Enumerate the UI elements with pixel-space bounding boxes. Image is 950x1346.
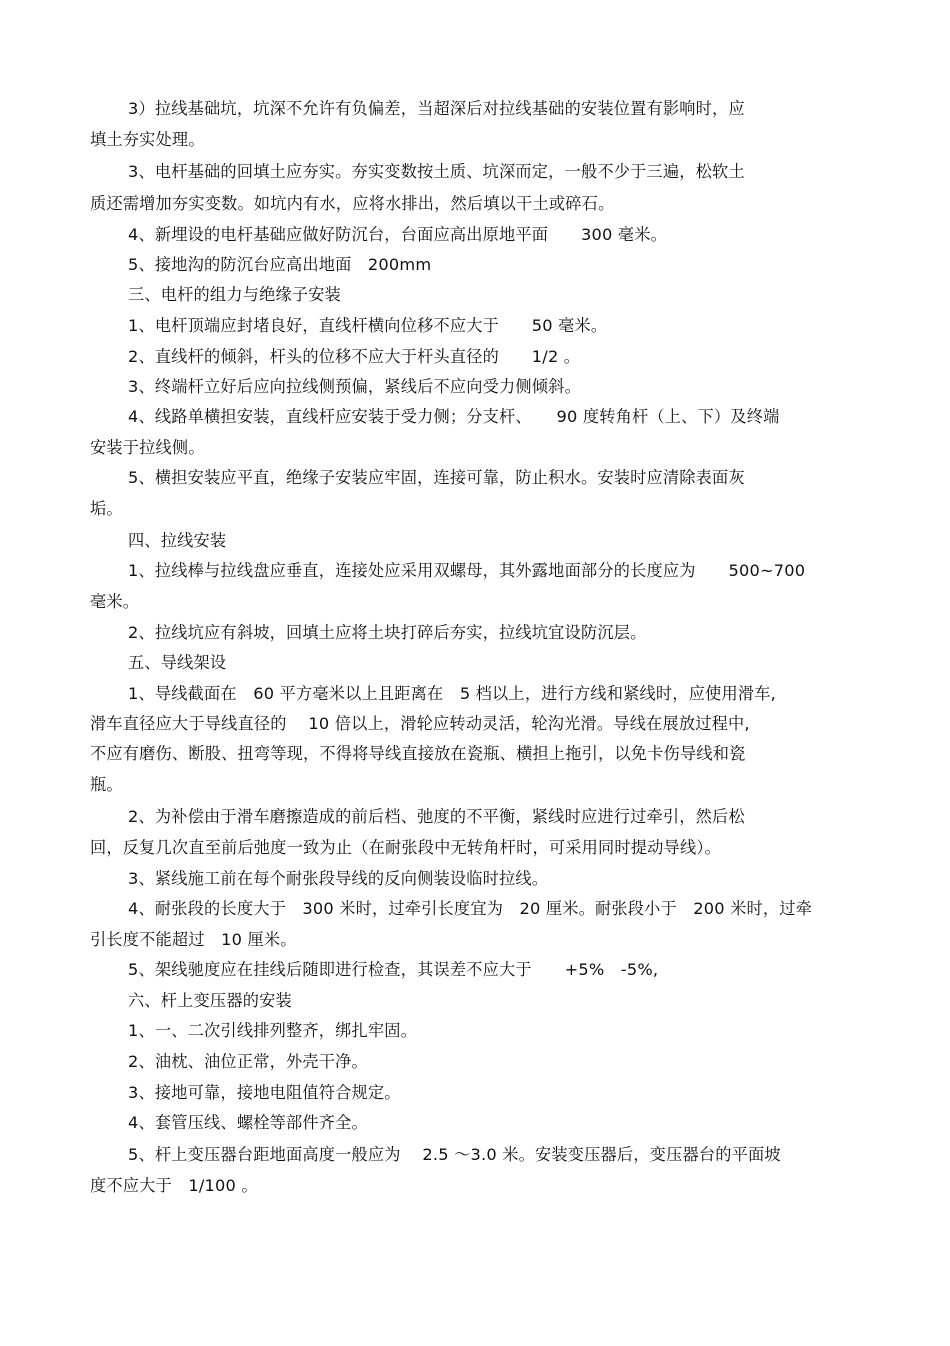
text-line: 1、导线截面在 60 平方毫米以上且距离在 5 档以上，进行方线和紧线时，应使用滑车, [128,684,776,703]
section-heading: 三、电杆的组力与绝缘子安装 [128,285,342,304]
text-line: 安装于拉线侧。 [90,438,205,457]
text-line: 2、拉线坑应有斜坡，回填土应将土块打碎后夯实，拉线坑宜设防沉层。 [128,623,647,642]
text-line: 填土夯实处理。 [90,130,205,149]
text-line: 1、一、二次引线排列整齐，绑扎牢固。 [128,1021,418,1040]
text-line: 3、电杆基础的回填土应夯实。夯实变数按土质、坑深而定，一般不少于三遍，松软土 [128,162,745,181]
text-line: 垢。 [90,499,123,518]
text-line: 3、紧线施工前在每个耐张段导线的反向侧装设临时拉线。 [128,869,549,888]
text-line: 1、电杆顶端应封堵良好，直线杆横向位移不应大于 50 毫米。 [128,316,608,335]
text-line: 2、为补偿由于滑车磨擦造成的前后档、弛度的不平衡，紧线时应进行过牵引，然后松 [128,807,745,826]
text-line: 1、拉线棒与拉线盘应垂直，连接处应采用双螺母，其外露地面部分的长度应为 500~700 [128,561,806,580]
text-line: 5、横担安装应平直，绝缘子安装应牢固，连接可靠，防止积水。安装时应清除表面灰 [128,468,745,487]
text-line: 毫米。 [90,592,140,611]
text-line: 瓶。 [90,775,123,794]
text-line: 5、架线驰度应在挂线后随即进行检查，其误差不应大于 +5% -5%, [128,960,659,979]
text-line: 2、直线杆的倾斜，杆头的位移不应大于杆头直径的 1/2 。 [128,347,581,366]
text-line: 4、套管压线、螺栓等部件齐全。 [128,1113,368,1132]
text-line: 度不应大于 1/100 。 [90,1176,258,1195]
text-line: 5、杆上变压器台距地面高度一般应为 2.5 ～3.0 米。安装变压器后，变压器台的平面坡 [128,1145,781,1164]
text-line: 不应有磨伤、断股、扭弯等现，不得将导线直接放在瓷瓶、横担上拖引，以免卡伤导线和瓷 [90,744,746,763]
text-line: 4、新埋设的电杆基础应做好防沉台，台面应高出原地平面 300 毫米。 [128,225,667,244]
section-heading: 四、拉线安装 [128,531,227,550]
text-line: 4、线路单横担安装，直线杆应安装于受力侧；分支杆、 90 度转角杆（上、下）及终端 [128,407,780,426]
text-line: 3、接地可靠，接地电阻值符合规定。 [128,1083,401,1102]
text-line: 回，反复几次直至前后弛度一致为止（在耐张段中无转角杆时，可采用同时提动导线）。 [90,838,722,857]
text-line: 质还需增加夯实变数。如坑内有水，应将水排出，然后填以干土或碎石。 [90,194,615,213]
text-line: 3）拉线基础坑，坑深不允许有负偏差，当超深后对拉线基础的安装位置有影响时，应 [128,99,745,118]
section-heading: 五、导线架设 [128,653,227,672]
text-line: 滑车直径应大于导线直径的 10 倍以上，滑轮应转动灵活，轮沟光滑。导线在展放过程中, [90,714,750,733]
text-line: 5、接地沟的防沉台应高出地面 200mm [128,255,432,274]
text-line: 2、油枕、油位正常，外壳干净。 [128,1052,368,1071]
text-line: 3、终端杆立好后应向拉线侧预偏，紧线后不应向受力侧倾斜。 [128,377,581,396]
text-line: 4、耐张段的长度大于 300 米时，过牵引长度宜为 20 厘米。耐张段小于 200 米时，过牵 [128,899,813,918]
section-heading: 六、杆上变压器的安装 [128,991,292,1010]
text-line: 引长度不能超过 10 厘米。 [90,930,297,949]
